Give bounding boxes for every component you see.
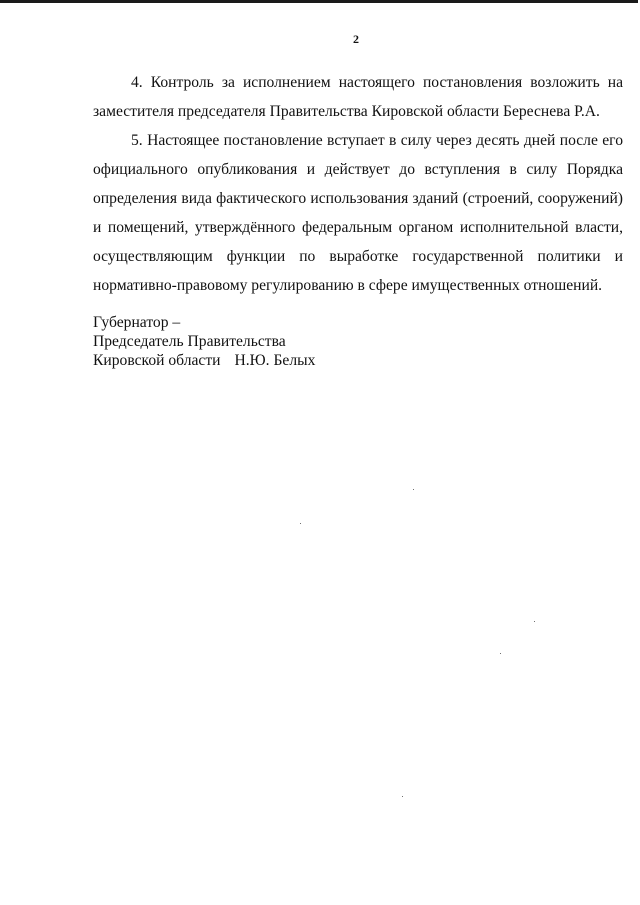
scan-speck (534, 621, 535, 622)
scan-speck (402, 796, 403, 797)
paragraph-4: 4. Контроль за исполнением настоящего постановления возложить на заместителя председателя Правительства Кировской области Береснева Р.А. (93, 74, 623, 120)
signature-region-line (93, 351, 315, 370)
signature-region: Кировской области (93, 352, 221, 369)
scan-speck (500, 653, 501, 654)
signature-name: Н.Ю. Белых (234, 352, 316, 369)
signature-block (93, 313, 315, 370)
top-rule (0, 0, 638, 3)
scan-speck (413, 489, 414, 490)
signature-title: Губернатор – (93, 314, 181, 331)
page-number: 2 (353, 32, 359, 46)
signature-position: Председатель Правительства (93, 333, 286, 350)
paragraph-5: 5. Настоящее постановление вступает в силу через десять дней после его официального опубликования и действует до вступления в силу Порядка определения вида фактического использования зданий (строений, сооружений) и помещений, утверждённого федеральным органом исполнительной власти, осуществляющим функции по выработке государственной политики и нормативно-правовому регулированию в сфере имущественных отношений. (93, 132, 623, 294)
document-body (93, 68, 623, 300)
scan-speck (300, 523, 301, 524)
